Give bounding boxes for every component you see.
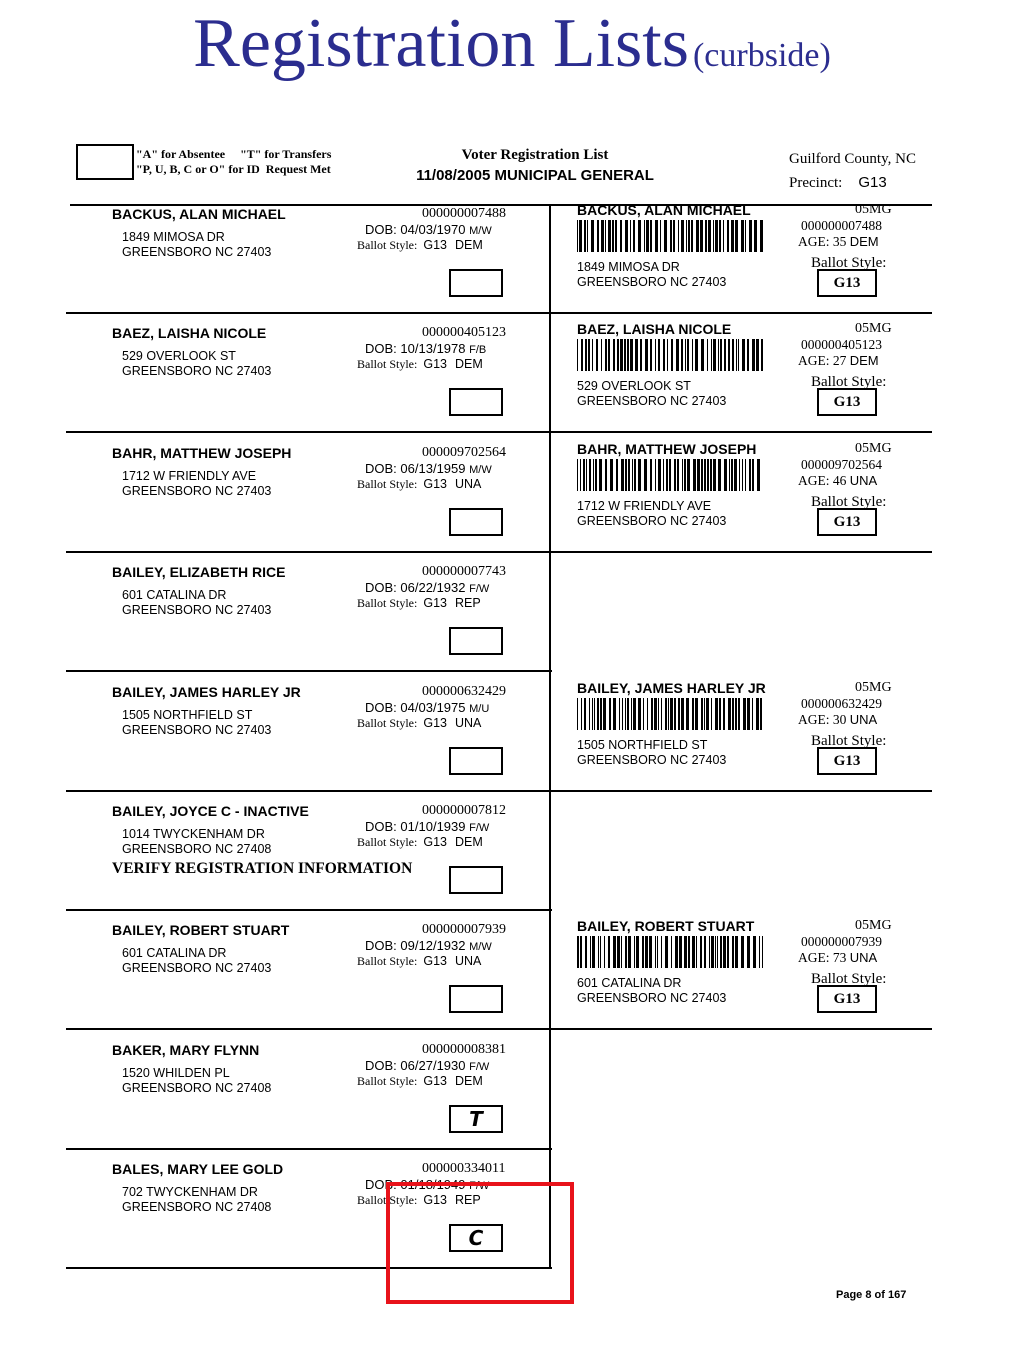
dob-value: 01/10/1939 — [400, 819, 466, 834]
mark-box[interactable] — [449, 508, 503, 536]
voter-city: GREENSBORO NC 27408 — [122, 842, 272, 856]
barcode — [577, 339, 763, 371]
legend-text — [136, 147, 331, 177]
stub-street: 529 OVERLOOK ST — [577, 379, 691, 393]
ballot-style — [357, 357, 483, 372]
voter-record — [112, 684, 542, 802]
stub-id: 000000007488 — [801, 218, 882, 233]
party: REP — [454, 596, 481, 610]
ballot-style-value: G13 — [423, 477, 447, 491]
party: DEM — [454, 238, 483, 252]
ballot-style — [357, 477, 481, 492]
stub-street: 1505 NORTHFIELD ST — [577, 738, 708, 752]
stub-id: 000009702564 — [801, 457, 882, 472]
stub-id: 000000405123 — [801, 337, 882, 352]
stub-election-code: 05MG — [855, 680, 892, 695]
ballot-style — [357, 954, 481, 969]
gender-race: F/W — [469, 1061, 490, 1073]
dob-value: 06/13/1959 — [400, 461, 466, 476]
ballot-style — [357, 1074, 483, 1089]
voter-id: 000009702564 — [422, 445, 506, 460]
voter-address — [122, 946, 271, 976]
slide-title-sub: (curbside) — [692, 37, 831, 74]
barcode — [577, 220, 763, 252]
mark-box[interactable] — [449, 985, 503, 1013]
party: DEM — [454, 835, 483, 849]
dob-value: 10/13/1978 — [400, 341, 466, 356]
ballot-style-label: Ballot Style: — [357, 1074, 418, 1088]
mark-box[interactable] — [449, 747, 503, 775]
stub-address — [577, 499, 726, 529]
election-name: 11/08/2005 MUNICIPAL GENERAL — [416, 167, 654, 184]
legend-line-2: "P, U, B, C or O" for ID Request Met — [136, 162, 331, 176]
gender-race: F/W — [469, 822, 490, 834]
legend-line-1: "A" for Absentee "T" for Transfers — [136, 147, 332, 161]
stub-name: BAILEY, JAMES HARLEY JR — [577, 680, 766, 696]
voter-stub — [577, 202, 927, 324]
row-divider — [66, 909, 552, 911]
dob-value: 04/03/1970 — [400, 222, 466, 237]
mark-box[interactable] — [449, 269, 503, 297]
row-divider — [66, 312, 932, 314]
voter-city: GREENSBORO NC 27403 — [122, 723, 272, 737]
precinct-value: G13 — [858, 174, 887, 191]
ballot-style-value: G13 — [423, 716, 447, 730]
row-divider — [66, 551, 932, 553]
stub-age — [798, 473, 877, 489]
row-divider — [66, 1028, 932, 1030]
ballot-style-value: G13 — [423, 1074, 447, 1088]
stub-party: UNA — [849, 712, 878, 727]
stub-age — [798, 950, 877, 966]
stub-ballot-style-label: Ballot Style: — [811, 255, 887, 271]
stub-city: GREENSBORO NC 27403 — [577, 275, 727, 289]
voter-address — [122, 708, 271, 738]
row-divider — [66, 790, 932, 792]
barcode — [577, 459, 763, 491]
mark-box[interactable]: C — [449, 1224, 503, 1252]
stub-street: 601 CATALINA DR — [577, 976, 682, 990]
age-value: 30 — [832, 712, 847, 727]
stub-name: BAHR, MATTHEW JOSEPH — [577, 441, 757, 457]
voter-record — [112, 445, 542, 563]
voter-address — [122, 469, 271, 499]
gender-race: M/U — [469, 703, 490, 715]
voter-dob — [365, 461, 492, 476]
age-label: AGE: — [798, 353, 830, 368]
voter-id: 000000008381 — [422, 1042, 506, 1057]
voter-dob — [365, 341, 486, 356]
voter-address — [122, 349, 271, 379]
ballot-style-label: Ballot Style: — [357, 835, 418, 849]
voter-stub — [577, 321, 927, 443]
ballot-style-value: G13 — [423, 954, 447, 968]
dob-label: DOB: — [365, 819, 397, 834]
barcode — [577, 936, 763, 968]
ballot-style-label: Ballot Style: — [357, 238, 418, 252]
age-label: AGE: — [798, 712, 830, 727]
highlight-box — [386, 1182, 574, 1304]
age-label: AGE: — [798, 234, 830, 249]
stub-ballot-style-box: G13 — [817, 747, 877, 775]
voter-street: 1014 TWYCKENHAM DR — [122, 827, 265, 841]
voter-street: 702 TWYCKENHAM DR — [122, 1185, 258, 1199]
stub-ballot-style-label: Ballot Style: — [811, 733, 887, 749]
voter-dob — [365, 580, 489, 595]
slide-title-main: Registration Lists — [193, 5, 689, 82]
stub-ballot-style-label: Ballot Style: — [811, 374, 887, 390]
voter-record — [112, 922, 542, 1040]
county-precinct — [789, 147, 916, 195]
voter-city: GREENSBORO NC 27408 — [122, 1200, 272, 1214]
stub-street: 1712 W FRIENDLY AVE — [577, 499, 712, 513]
voter-city: GREENSBORO NC 27403 — [122, 484, 272, 498]
ballot-style-value: G13 — [423, 1193, 447, 1207]
voter-name: BAKER, MARY FLYNN — [112, 1042, 260, 1058]
voter-street: 1505 NORTHFIELD ST — [122, 708, 253, 722]
voter-name: BAILEY, ROBERT STUART — [112, 922, 290, 938]
stub-ballot-style-box: G13 — [817, 388, 877, 416]
list-heading — [390, 147, 680, 184]
stub-address — [577, 976, 726, 1006]
list-title: Voter Registration List — [461, 147, 609, 163]
dob-label: DOB: — [365, 938, 397, 953]
stub-party: UNA — [849, 473, 878, 488]
stub-ballot-style-box: G13 — [817, 985, 877, 1013]
voter-id: 000000405123 — [422, 325, 506, 340]
stub-party: DEM — [849, 234, 879, 249]
dob-value: 01/18/1949 — [400, 1177, 466, 1192]
voter-record — [112, 564, 542, 682]
stub-ballot-style-box: G13 — [817, 269, 877, 297]
ballot-style-value: G13 — [423, 238, 447, 252]
mark-box[interactable] — [449, 388, 503, 416]
voter-city: GREENSBORO NC 27403 — [122, 364, 272, 378]
dob-label: DOB: — [365, 580, 397, 595]
mark-box[interactable] — [449, 627, 503, 655]
stub-age — [798, 234, 879, 250]
precinct-label: Precinct: — [789, 175, 843, 191]
voter-id: 000000007812 — [422, 803, 506, 818]
mark-box[interactable]: T — [449, 1105, 503, 1133]
stub-id: 000000632429 — [801, 696, 882, 711]
party: UNA — [454, 477, 482, 491]
legend-checkbox — [76, 144, 134, 180]
voter-name: BACKUS, ALAN MICHAEL — [112, 206, 286, 222]
row-divider — [66, 431, 932, 433]
stub-age — [798, 353, 879, 369]
voter-address — [122, 1185, 271, 1215]
stub-party: DEM — [849, 353, 879, 368]
voter-street: 1849 MIMOSA DR — [122, 230, 225, 244]
stub-ballot-style-label: Ballot Style: — [811, 494, 887, 510]
voter-city: GREENSBORO NC 27408 — [122, 1081, 272, 1095]
column-divider — [549, 206, 551, 1268]
stub-street: 1849 MIMOSA DR — [577, 260, 680, 274]
dob-label: DOB: — [365, 1177, 397, 1192]
stub-address — [577, 379, 726, 409]
stub-election-code: 05MG — [855, 321, 892, 336]
county-name: Guilford County, NC — [789, 151, 916, 167]
voter-dob — [365, 700, 489, 715]
dob-value: 06/22/1932 — [400, 580, 466, 595]
voter-id: 000000007939 — [422, 922, 506, 937]
voter-record — [112, 1042, 542, 1160]
gender-race: F/B — [469, 344, 487, 356]
dob-value: 06/27/1930 — [400, 1058, 466, 1073]
ballot-style — [357, 238, 483, 253]
stub-address — [577, 260, 726, 290]
ballot-style — [357, 716, 481, 731]
party: REP — [454, 1193, 481, 1207]
age-value: 73 — [832, 950, 847, 965]
stub-party: UNA — [849, 950, 878, 965]
dob-value: 04/03/1975 — [400, 700, 466, 715]
voter-address — [122, 1066, 271, 1096]
gender-race: F/W — [469, 1180, 490, 1192]
age-label: AGE: — [798, 950, 830, 965]
voter-id: 000000334011 — [422, 1161, 506, 1176]
ballot-style — [357, 596, 481, 611]
voter-name: BALES, MARY LEE GOLD — [112, 1161, 284, 1177]
voter-name: BAHR, MATTHEW JOSEPH — [112, 445, 292, 461]
voter-name: BAEZ, LAISHA NICOLE — [112, 325, 267, 341]
ballot-style-label: Ballot Style: — [357, 954, 418, 968]
stub-election-code: 05MG — [855, 441, 892, 456]
voter-dob — [365, 222, 492, 237]
gender-race: F/W — [469, 583, 490, 595]
voter-dob — [365, 819, 489, 834]
age-value: 27 — [832, 353, 847, 368]
stub-name: BACKUS, ALAN MICHAEL — [577, 202, 751, 218]
ballot-style-value: G13 — [423, 357, 447, 371]
party: UNA — [454, 716, 482, 730]
ballot-style-value: G13 — [423, 596, 447, 610]
barcode — [577, 698, 763, 730]
voter-dob — [365, 938, 492, 953]
voter-stub — [577, 918, 927, 1040]
voter-id: 000000007488 — [422, 206, 506, 221]
ballot-style-label: Ballot Style: — [357, 596, 418, 610]
voter-address — [122, 827, 271, 857]
stub-election-code: 05MG — [855, 918, 892, 933]
voter-stub — [577, 680, 927, 802]
stub-city: GREENSBORO NC 27403 — [577, 753, 727, 767]
ballot-style — [357, 835, 483, 850]
dob-label: DOB: — [365, 1058, 397, 1073]
stub-city: GREENSBORO NC 27403 — [577, 394, 727, 408]
party: UNA — [454, 954, 482, 968]
stub-election-code: 05MG — [855, 202, 892, 217]
page-number: Page 8 of 167 — [836, 1289, 907, 1301]
verify-note: VERIFY REGISTRATION INFORMATION — [112, 860, 413, 877]
voter-street: 529 OVERLOOK ST — [122, 349, 236, 363]
voter-name: BAILEY, JOYCE C - INACTIVE — [112, 803, 309, 819]
stub-name: BAEZ, LAISHA NICOLE — [577, 321, 732, 337]
ballot-style-label: Ballot Style: — [357, 716, 418, 730]
voter-dob — [365, 1058, 489, 1073]
voter-street: 601 CATALINA DR — [122, 946, 227, 960]
stub-city: GREENSBORO NC 27403 — [577, 514, 727, 528]
stub-city: GREENSBORO NC 27403 — [577, 991, 727, 1005]
voter-record — [112, 803, 542, 921]
age-value: 46 — [832, 473, 847, 488]
voter-city: GREENSBORO NC 27403 — [122, 603, 272, 617]
dob-label: DOB: — [365, 461, 397, 476]
gender-race: M/W — [469, 464, 492, 476]
gender-race: M/W — [469, 225, 492, 237]
mark-box[interactable] — [449, 866, 503, 894]
voter-street: 1712 W FRIENDLY AVE — [122, 469, 257, 483]
party: DEM — [454, 1074, 483, 1088]
voter-street: 1520 WHILDEN PL — [122, 1066, 230, 1080]
row-divider — [66, 670, 552, 672]
voter-city: GREENSBORO NC 27403 — [122, 961, 272, 975]
row-divider — [66, 1148, 552, 1150]
stub-ballot-style-box: G13 — [817, 508, 877, 536]
voter-address — [122, 230, 271, 260]
stub-ballot-style-label: Ballot Style: — [811, 971, 887, 987]
gender-race: M/W — [469, 941, 492, 953]
voter-id: 000000007743 — [422, 564, 506, 579]
stub-address — [577, 738, 726, 768]
ballot-style-label: Ballot Style: — [357, 357, 418, 371]
age-label: AGE: — [798, 473, 830, 488]
voter-street: 601 CATALINA DR — [122, 588, 227, 602]
dob-label: DOB: — [365, 700, 397, 715]
voter-name: BAILEY, ELIZABETH RICE — [112, 564, 286, 580]
ballot-style-value: G13 — [423, 835, 447, 849]
slide-title — [0, 4, 1024, 84]
stub-age — [798, 712, 877, 728]
age-value: 35 — [832, 234, 847, 249]
party: DEM — [454, 357, 483, 371]
dob-label: DOB: — [365, 341, 397, 356]
stub-name: BAILEY, ROBERT STUART — [577, 918, 755, 934]
voter-stub — [577, 441, 927, 563]
ballot-style-label: Ballot Style: — [357, 1193, 418, 1207]
voter-record — [112, 325, 542, 443]
ballot-style-label: Ballot Style: — [357, 477, 418, 491]
stub-id: 000000007939 — [801, 934, 882, 949]
dob-value: 09/12/1932 — [400, 938, 466, 953]
voter-address — [122, 588, 271, 618]
voter-record — [112, 206, 542, 324]
dob-label: DOB: — [365, 222, 397, 237]
voter-name: BAILEY, JAMES HARLEY JR — [112, 684, 301, 700]
voter-id: 000000632429 — [422, 684, 506, 699]
voter-city: GREENSBORO NC 27403 — [122, 245, 272, 259]
